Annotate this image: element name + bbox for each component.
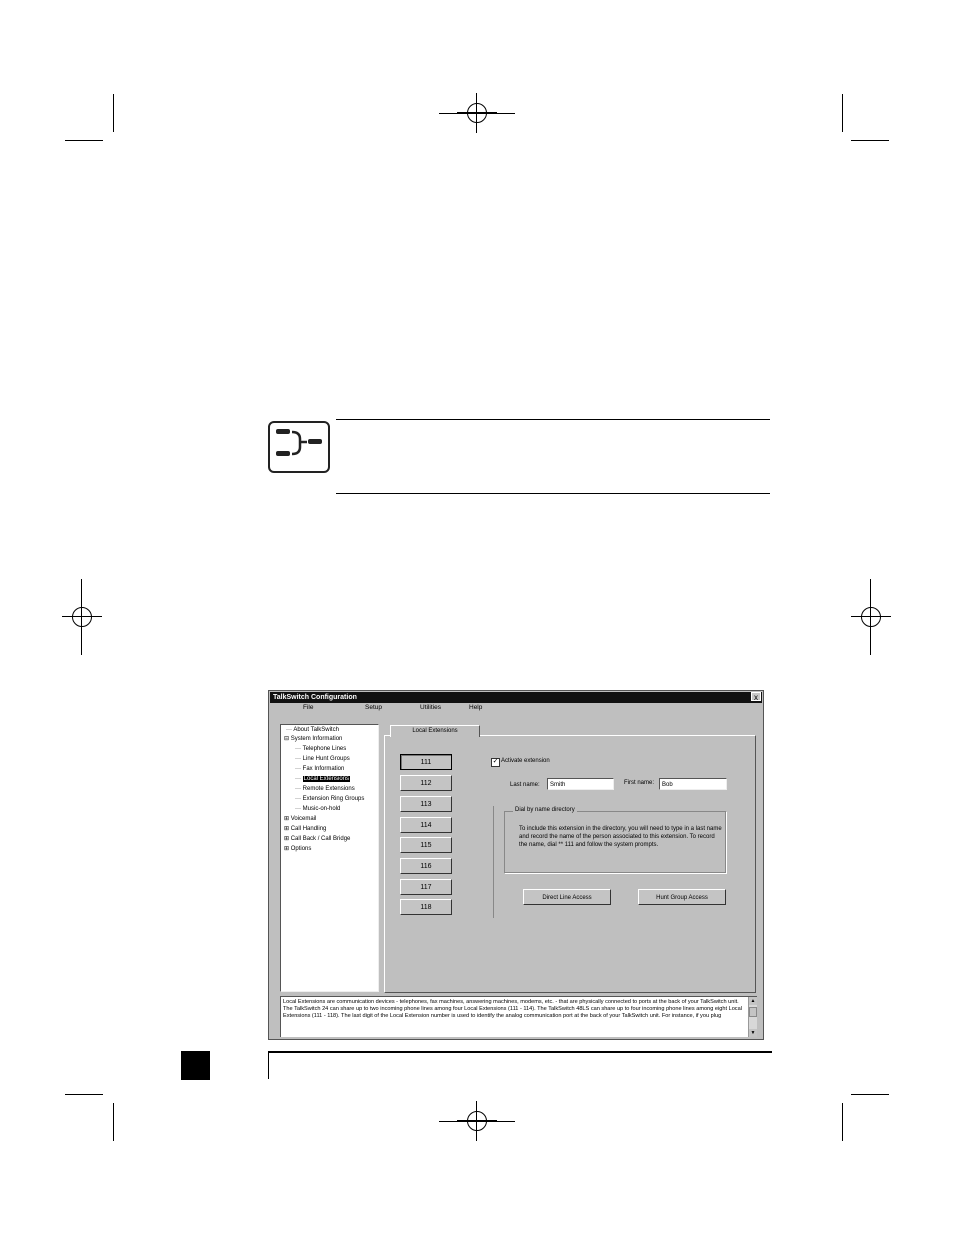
last-name-label: Last name: — [510, 782, 540, 788]
activate-extension-label: Activate extension — [501, 758, 550, 764]
registration-tick — [439, 1121, 515, 1122]
scroll-down-icon[interactable]: ▼ — [750, 1030, 756, 1036]
crop-mark — [842, 1103, 843, 1141]
tree-expand-icon[interactable]: ⊟ — [284, 736, 290, 742]
crop-mark — [65, 140, 103, 141]
tree-item-local-extensions[interactable]: ··· Local Extensions — [295, 776, 350, 782]
tree-item-label: Remote Extensions — [302, 786, 355, 792]
tree-item-label: About TalkSwitch — [293, 727, 339, 733]
note-rule-top — [336, 419, 770, 420]
menu-setup[interactable]: Setup — [365, 704, 382, 711]
tree-item-system-information[interactable] — [284, 735, 342, 743]
tree-item-label: Line Hunt Groups — [302, 756, 350, 762]
extension-button-117[interactable]: 117 — [400, 879, 452, 895]
direct-line-access-button[interactable]: Direct Line Access — [523, 889, 611, 905]
tree-item-label: Extension Ring Groups — [302, 796, 365, 802]
registration-tick — [439, 113, 515, 114]
extension-button-111[interactable]: 111 — [400, 754, 452, 770]
tree-item-telephone-lines[interactable]: ··· Telephone Lines — [295, 746, 347, 752]
crop-mark — [842, 94, 843, 132]
tree-item-about[interactable]: ··· About TalkSwitch — [286, 727, 339, 733]
footer-rule-vertical — [268, 1051, 269, 1079]
tree-expand-icon[interactable]: ⊞ — [284, 816, 290, 822]
tree-item-label: Fax Information — [302, 766, 345, 772]
directory-group-title: Dial by name directory — [515, 807, 575, 813]
extension-button-116[interactable]: 116 — [400, 858, 452, 874]
tree-expand-icon[interactable]: ⊞ — [284, 826, 290, 832]
registration-tick — [870, 579, 871, 655]
tree-item-label: Music-on-hold — [302, 806, 341, 812]
window-title: TalkSwitch Configuration — [270, 692, 762, 703]
navigation-tree — [280, 724, 379, 992]
directory-instructions: To include this extension in the directory, you will need to type in a last name and record the name of the person associated to this extension. To record the name, dial ** 111 and follow the system prompts. — [519, 826, 722, 848]
tree-item-label: Call Back / Call Bridge — [290, 836, 351, 842]
tree-item-label: Voicemail — [290, 816, 317, 822]
phone-network-icon — [268, 421, 330, 473]
menu-bar — [270, 703, 762, 713]
registration-mark — [851, 597, 891, 637]
crop-mark — [851, 140, 889, 141]
hunt-group-access-button[interactable]: Hunt Group Access — [638, 889, 726, 905]
crop-mark — [113, 1103, 114, 1141]
tree-item-voicemail[interactable] — [284, 815, 316, 823]
tree-item-music-on-hold[interactable]: ··· Music-on-hold — [295, 806, 341, 812]
scroll-thumb[interactable] — [749, 1007, 757, 1017]
extension-button-114[interactable]: 114 — [400, 817, 452, 833]
crop-mark — [113, 94, 114, 132]
tree-item-options[interactable] — [284, 845, 311, 853]
extension-button-118[interactable]: 118 — [400, 899, 452, 915]
crop-mark — [65, 1094, 103, 1095]
first-name-label: First name: — [624, 780, 655, 786]
tree-item-label: Call Handling — [290, 826, 327, 832]
extension-button-112[interactable]: 112 — [400, 775, 452, 791]
footer-rule — [268, 1051, 772, 1053]
tree-item-extension-ring-groups[interactable]: ··· Extension Ring Groups — [295, 796, 365, 802]
activate-extension-checkbox[interactable]: ✓ — [492, 758, 499, 765]
tree-item-fax-information[interactable]: ··· Fax Information — [295, 766, 345, 772]
menu-utilities[interactable]: Utilities — [420, 704, 441, 711]
first-name-field[interactable]: Bob — [659, 778, 727, 790]
help-text-box[interactable] — [280, 996, 757, 1037]
separator — [493, 806, 494, 918]
close-button[interactable]: x — [751, 692, 761, 701]
extension-button-115[interactable]: 115 — [400, 837, 452, 853]
tree-item-label: Options — [290, 846, 312, 852]
menu-file[interactable]: File — [303, 704, 314, 711]
scroll-up-icon[interactable]: ▲ — [750, 998, 756, 1004]
last-name-field[interactable]: Smith — [547, 778, 614, 790]
tree-item-call-handling[interactable] — [284, 825, 326, 833]
tree-item-label-selected: Local Extensions — [303, 776, 350, 782]
talkswitch-window — [268, 690, 764, 1040]
tree-expand-icon[interactable]: ⊞ — [284, 836, 290, 842]
registration-tick — [81, 579, 82, 655]
registration-mark — [62, 597, 102, 637]
menu-help[interactable]: Help — [469, 704, 483, 711]
tab-local-extensions[interactable]: Local Extensions — [390, 725, 480, 737]
tree-expand-icon[interactable]: ⊞ — [284, 846, 290, 852]
tree-item-label: Telephone Lines — [302, 746, 347, 752]
tree-item-remote-extensions[interactable]: ··· Remote Extensions — [295, 786, 355, 792]
tree-item-call-back[interactable] — [284, 835, 350, 843]
extension-button-113[interactable]: 113 — [400, 796, 452, 812]
help-text: Local Extensions are communication devices - telephones, fax machines, answering machines, modems, etc. - that are physically connected to ports at the back of your TalkSwitch unit. The TalkSwitch 24 can share up to two incoming phone lines among four Local Extensions (111 - 114). The TalkSwitch 48LS can share up to four incoming phone lines among eight Local Extensions (111 - 118). The last digit of the Local Extension number is used to identify the analog communication port at the back of your TalkSwitch unit. For instance, if you plug — [283, 999, 742, 1019]
help-scrollbar[interactable] — [748, 997, 757, 1037]
tree-item-line-hunt-groups[interactable]: ··· Line Hunt Groups — [295, 756, 350, 762]
note-rule-bottom — [336, 493, 770, 494]
page-number-tab — [181, 1051, 210, 1080]
crop-mark — [851, 1094, 889, 1095]
tree-item-label: System Information — [290, 736, 343, 742]
